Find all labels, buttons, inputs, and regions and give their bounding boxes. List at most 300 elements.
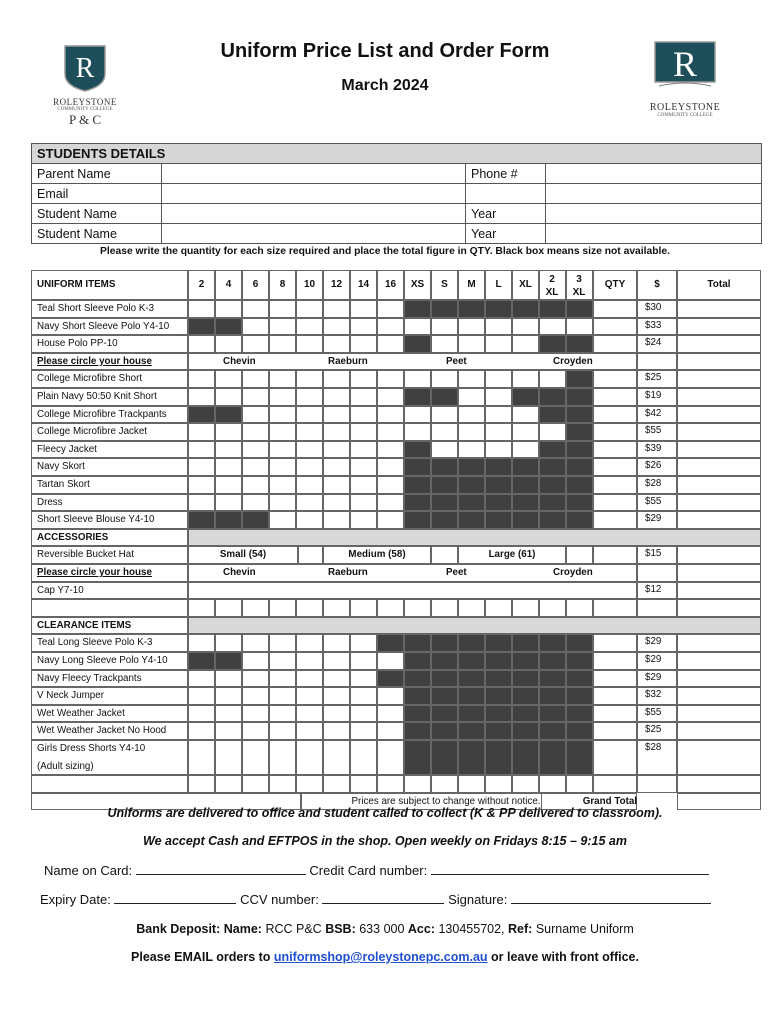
size-qty-cell[interactable] (323, 494, 350, 512)
qty-cell[interactable] (593, 300, 637, 318)
size-qty-cell[interactable] (485, 318, 512, 336)
size-qty-cell[interactable] (215, 388, 242, 406)
total-cell[interactable] (677, 388, 761, 406)
size-qty-cell[interactable] (323, 388, 350, 406)
unavailable-size-cell (512, 670, 539, 688)
size-qty-cell[interactable] (377, 476, 404, 494)
size-qty-cell[interactable] (296, 423, 323, 441)
size-qty-cell[interactable] (296, 335, 323, 353)
size-qty-cell[interactable] (458, 370, 485, 388)
item-name: Teal Short Sleeve Polo K-3 (37, 303, 155, 314)
size-qty-cell[interactable] (269, 458, 296, 476)
email-field-extra[interactable] (546, 184, 762, 204)
item-name: Navy Short Sleeve Polo Y4-10 (37, 320, 170, 332)
unavailable-size-cell (458, 476, 485, 494)
size-qty-cell[interactable] (188, 634, 215, 652)
size-qty-cell[interactable] (215, 370, 242, 388)
ref-label: Ref: (508, 922, 533, 936)
unavailable-size-cell (485, 511, 512, 529)
size-qty-cell[interactable] (377, 388, 404, 406)
item-price: $29 (645, 513, 662, 525)
item-name: College Microfibre Trackpants (37, 408, 167, 420)
size-qty-cell[interactable] (350, 670, 377, 688)
size-qty-cell[interactable] (323, 705, 350, 723)
size-header: XL (519, 279, 532, 290)
size-qty-cell[interactable] (269, 687, 296, 705)
size-qty-cell[interactable] (296, 687, 323, 705)
item-price: $39 (645, 442, 662, 454)
size-qty-cell[interactable] (215, 300, 242, 318)
size-qty-cell[interactable] (296, 634, 323, 652)
size-qty-cell[interactable] (512, 335, 539, 353)
size-qty-cell[interactable] (377, 705, 404, 723)
ccv-label: CCV number: (240, 892, 319, 907)
size-qty-cell[interactable] (269, 634, 296, 652)
size-qty-cell[interactable] (242, 441, 269, 459)
size-qty-cell[interactable] (215, 705, 242, 723)
unavailable-size-cell (539, 335, 566, 353)
unavailable-size-cell (566, 300, 593, 318)
email-pre: Please EMAIL orders to (131, 950, 271, 964)
size-qty-cell[interactable] (404, 423, 431, 441)
total-cell[interactable] (677, 423, 761, 441)
size-qty-cell[interactable] (242, 300, 269, 318)
total-cell[interactable] (677, 740, 761, 775)
size-qty-cell[interactable] (242, 687, 269, 705)
size-qty-cell[interactable] (296, 388, 323, 406)
total-cell[interactable] (677, 687, 761, 705)
size-qty-cell[interactable] (566, 318, 593, 336)
qty-cell[interactable] (593, 423, 637, 441)
total-cell[interactable] (677, 335, 761, 353)
size-qty-cell[interactable] (377, 652, 404, 670)
total-cell[interactable] (677, 582, 761, 600)
size-qty-cell[interactable] (323, 722, 350, 740)
size-qty-cell[interactable] (215, 458, 242, 476)
qty-cell[interactable] (593, 388, 637, 406)
size-qty-cell[interactable] (296, 458, 323, 476)
size-qty-cell[interactable] (188, 740, 215, 775)
size-qty-cell[interactable] (485, 406, 512, 424)
blank-cell (188, 599, 215, 617)
size-qty-cell[interactable] (431, 423, 458, 441)
unavailable-size-cell (512, 494, 539, 512)
size-qty-cell[interactable] (377, 511, 404, 529)
size-qty-cell[interactable] (242, 476, 269, 494)
item-price: $32 (645, 689, 662, 701)
total-cell[interactable] (677, 441, 761, 459)
size-qty-cell[interactable] (242, 634, 269, 652)
unavailable-size-cell (458, 687, 485, 705)
size-qty-cell[interactable] (377, 458, 404, 476)
size-qty-cell[interactable] (350, 705, 377, 723)
size-qty-cell[interactable] (404, 318, 431, 336)
size-qty-cell[interactable] (323, 634, 350, 652)
size-qty-cell[interactable] (215, 687, 242, 705)
size-qty-cell[interactable] (377, 370, 404, 388)
size-qty-cell[interactable] (188, 494, 215, 512)
size-qty-cell[interactable] (377, 494, 404, 512)
size-qty-cell[interactable] (215, 476, 242, 494)
size-qty-cell[interactable] (188, 300, 215, 318)
size-qty-cell[interactable] (269, 423, 296, 441)
total-cell[interactable] (677, 353, 761, 371)
size-qty-cell[interactable] (188, 335, 215, 353)
size-qty-cell[interactable] (377, 722, 404, 740)
size-qty-cell[interactable] (296, 740, 323, 775)
size-qty-cell[interactable] (485, 423, 512, 441)
size-qty-cell[interactable] (242, 722, 269, 740)
size-qty-cell[interactable] (323, 740, 350, 775)
size-qty-cell[interactable] (323, 335, 350, 353)
size-qty-cell[interactable] (350, 370, 377, 388)
size-qty-cell[interactable] (431, 318, 458, 336)
year-label: Year (466, 204, 546, 224)
size-qty-cell[interactable] (215, 722, 242, 740)
size-qty-cell[interactable] (377, 335, 404, 353)
unavailable-size-cell (512, 722, 539, 740)
size-qty-cell[interactable] (350, 652, 377, 670)
size-qty-cell[interactable] (188, 722, 215, 740)
size-qty-cell[interactable] (323, 652, 350, 670)
size-qty-cell[interactable] (269, 441, 296, 459)
unavailable-size-cell (458, 740, 485, 775)
unavailable-size-cell (404, 300, 431, 318)
size-qty-cell[interactable] (296, 476, 323, 494)
phone-field[interactable] (546, 164, 762, 184)
size-qty-cell[interactable] (242, 740, 269, 775)
student-name-field[interactable] (162, 224, 466, 244)
size-qty-cell[interactable] (242, 458, 269, 476)
size-qty-cell[interactable] (512, 406, 539, 424)
total-cell[interactable] (677, 458, 761, 476)
size-qty-cell[interactable] (404, 370, 431, 388)
size-qty-cell[interactable] (350, 406, 377, 424)
size-qty-cell[interactable] (377, 441, 404, 459)
blank-cell (431, 546, 458, 564)
house-option-peet: Peet (446, 355, 467, 367)
logo-name: ROLEYSTONE (53, 97, 117, 107)
unavailable-size-cell (485, 670, 512, 688)
size-qty-cell[interactable] (269, 388, 296, 406)
size-qty-cell[interactable] (296, 670, 323, 688)
size-qty-cell[interactable] (215, 634, 242, 652)
size-qty-cell[interactable] (323, 511, 350, 529)
section-heading-fill (188, 617, 761, 635)
size-qty-cell[interactable] (431, 335, 458, 353)
parent-name-field[interactable] (162, 164, 466, 184)
size-qty-cell[interactable] (377, 300, 404, 318)
size-qty-cell[interactable] (296, 494, 323, 512)
blank-cell (298, 546, 323, 564)
size-qty-cell[interactable] (350, 740, 377, 775)
size-qty-cell[interactable] (269, 740, 296, 775)
ccv-field[interactable] (322, 892, 444, 904)
house-option-croyden: Croyden (553, 567, 593, 578)
size-qty-cell[interactable] (215, 441, 242, 459)
qty-cell[interactable] (593, 546, 637, 564)
size-qty-cell[interactable] (188, 441, 215, 459)
unavailable-size-cell (539, 687, 566, 705)
size-qty-cell[interactable] (350, 441, 377, 459)
item-price: $55 (645, 425, 662, 437)
signature-field[interactable] (511, 892, 711, 904)
size-qty-cell[interactable] (512, 423, 539, 441)
size-qty-cell[interactable] (296, 652, 323, 670)
size-qty-cell[interactable] (485, 388, 512, 406)
size-qty-cell[interactable] (431, 370, 458, 388)
size-qty-cell[interactable] (458, 441, 485, 459)
unavailable-size-cell (512, 705, 539, 723)
total-cell[interactable] (677, 634, 761, 652)
size-qty-cell[interactable] (188, 687, 215, 705)
size-qty-cell[interactable] (512, 441, 539, 459)
qty-cell[interactable] (593, 511, 637, 529)
size-qty-cell[interactable] (242, 423, 269, 441)
size-qty-cell[interactable] (485, 335, 512, 353)
blank-cell (323, 599, 350, 617)
size-qty-cell[interactable] (485, 441, 512, 459)
logo-subtitle: COMMUNITY COLLEGE (57, 107, 113, 112)
total-cell[interactable] (677, 494, 761, 512)
size-qty-cell[interactable] (296, 370, 323, 388)
size-qty-cell[interactable] (350, 687, 377, 705)
size-qty-cell[interactable] (296, 511, 323, 529)
total-cell[interactable] (677, 318, 761, 336)
total-cell[interactable] (677, 406, 761, 424)
size-qty-cell[interactable] (323, 370, 350, 388)
size-qty-cell[interactable] (323, 318, 350, 336)
student-name-field[interactable] (162, 204, 466, 224)
email-field[interactable] (162, 184, 466, 204)
size-qty-cell[interactable] (242, 705, 269, 723)
size-qty-cell[interactable] (323, 670, 350, 688)
total-cell[interactable] (677, 705, 761, 723)
size-qty-cell[interactable] (215, 423, 242, 441)
unavailable-size-cell (512, 476, 539, 494)
total-cell[interactable] (677, 652, 761, 670)
qty-cell[interactable] (593, 494, 637, 512)
size-qty-cell[interactable] (350, 722, 377, 740)
size-qty-cell[interactable] (188, 705, 215, 723)
size-qty-cell[interactable] (458, 423, 485, 441)
size-qty-cell[interactable] (242, 406, 269, 424)
size-qty-cell[interactable] (188, 476, 215, 494)
size-qty-cell[interactable] (188, 388, 215, 406)
qty-cell[interactable] (593, 740, 637, 775)
size-qty-cell[interactable] (269, 300, 296, 318)
size-qty-cell[interactable] (269, 652, 296, 670)
size-qty-cell[interactable] (323, 423, 350, 441)
blank-cell (350, 599, 377, 617)
size-qty-cell[interactable] (242, 370, 269, 388)
size-qty-cell[interactable] (323, 406, 350, 424)
unavailable-size-cell (539, 406, 566, 424)
size-qty-cell[interactable] (323, 458, 350, 476)
size-qty-cell[interactable] (377, 406, 404, 424)
email-link[interactable]: uniformshop@roleystonepc.com.au (273, 950, 488, 964)
size-qty-cell[interactable] (350, 300, 377, 318)
size-qty-cell[interactable] (377, 423, 404, 441)
size-qty-cell[interactable] (458, 388, 485, 406)
size-qty-cell[interactable] (296, 406, 323, 424)
size-qty-cell[interactable] (350, 511, 377, 529)
size-qty-cell[interactable] (458, 406, 485, 424)
size-qty-cell[interactable] (188, 458, 215, 476)
qty-cell[interactable] (593, 458, 637, 476)
size-qty-cell[interactable] (458, 318, 485, 336)
qty-cell[interactable] (593, 634, 637, 652)
size-qty-cell[interactable] (269, 370, 296, 388)
qty-cell[interactable] (593, 476, 637, 494)
blank-cell (485, 775, 512, 793)
size-qty-cell[interactable] (512, 318, 539, 336)
size-qty-cell[interactable] (215, 335, 242, 353)
size-qty-cell[interactable] (269, 722, 296, 740)
size-qty-cell[interactable] (242, 652, 269, 670)
size-qty-cell[interactable] (215, 670, 242, 688)
name-on-card-field[interactable] (136, 863, 306, 875)
blank-cell (593, 599, 637, 617)
size-qty-cell[interactable] (296, 300, 323, 318)
size-qty-cell[interactable] (269, 406, 296, 424)
delivery-note: Uniforms are delivered to office and student called to collect (K & PP delivered to classroom). (107, 806, 663, 820)
qty-cell[interactable] (593, 670, 637, 688)
size-qty-cell[interactable] (215, 494, 242, 512)
size-qty-cell[interactable] (323, 476, 350, 494)
expiry-field[interactable] (114, 892, 236, 904)
size-qty-cell[interactable] (350, 335, 377, 353)
qty-cell[interactable] (593, 406, 637, 424)
item-price: $29 (645, 636, 662, 648)
size-qty-cell[interactable] (323, 441, 350, 459)
size-qty-cell[interactable] (377, 318, 404, 336)
total-cell[interactable] (677, 370, 761, 388)
size-qty-cell[interactable] (539, 318, 566, 336)
size-qty-cell[interactable] (269, 318, 296, 336)
size-qty-cell[interactable] (350, 634, 377, 652)
blank-cell (458, 775, 485, 793)
unavailable-size-cell (485, 740, 512, 775)
blank-cell (377, 599, 404, 617)
total-cell[interactable] (677, 670, 761, 688)
size-qty-cell[interactable] (188, 370, 215, 388)
qty-cell[interactable] (593, 652, 637, 670)
unavailable-size-cell (539, 705, 566, 723)
credit-card-field[interactable] (431, 863, 709, 875)
size-qty-cell[interactable] (539, 370, 566, 388)
cap-qty-cell[interactable] (188, 582, 637, 600)
size-qty-cell[interactable] (377, 740, 404, 775)
total-cell[interactable] (677, 722, 761, 740)
size-qty-cell[interactable] (242, 388, 269, 406)
size-qty-cell[interactable] (377, 687, 404, 705)
size-qty-cell[interactable] (242, 335, 269, 353)
size-qty-cell[interactable] (296, 705, 323, 723)
size-qty-cell[interactable] (242, 318, 269, 336)
blank-cell (377, 775, 404, 793)
total-cell[interactable] (677, 546, 761, 564)
size-qty-cell[interactable] (242, 494, 269, 512)
size-qty-cell[interactable] (269, 511, 296, 529)
size-qty-cell[interactable] (350, 423, 377, 441)
size-qty-cell[interactable] (350, 458, 377, 476)
size-qty-cell[interactable] (242, 670, 269, 688)
size-qty-cell[interactable] (296, 722, 323, 740)
qty-cell[interactable] (593, 370, 637, 388)
total-cell[interactable] (677, 300, 761, 318)
expiry-label: Expiry Date: (40, 892, 111, 907)
size-qty-cell[interactable] (188, 423, 215, 441)
total-cell[interactable] (677, 511, 761, 529)
qty-cell[interactable] (593, 318, 637, 336)
size-header: M (467, 279, 476, 290)
house-label: Please circle your house (37, 355, 152, 367)
size-qty-cell[interactable] (323, 687, 350, 705)
size-qty-cell[interactable] (350, 388, 377, 406)
hat-medium-label: Medium (58) (348, 549, 406, 561)
logo-name: ROLEYSTONE (649, 102, 721, 113)
size-qty-cell[interactable] (269, 335, 296, 353)
uniform-items-heading: UNIFORM ITEMS (37, 279, 116, 290)
size-qty-cell[interactable] (269, 476, 296, 494)
item-name: College Microfibre Jacket (37, 426, 147, 438)
item-name: Reversible Bucket Hat (37, 549, 134, 561)
blank-cell (566, 599, 593, 617)
bsb-value: 633 000 (359, 922, 405, 936)
unavailable-size-cell (539, 441, 566, 459)
size-qty-cell[interactable] (215, 740, 242, 775)
qty-cell[interactable] (593, 722, 637, 740)
size-qty-cell[interactable] (296, 318, 323, 336)
unavailable-size-cell (485, 634, 512, 652)
size-qty-cell[interactable] (431, 441, 458, 459)
size-qty-cell[interactable] (404, 406, 431, 424)
size-qty-cell[interactable] (350, 318, 377, 336)
size-qty-cell[interactable] (350, 494, 377, 512)
size-qty-cell[interactable] (485, 370, 512, 388)
item-name: Wet Weather Jacket No Hood (37, 725, 167, 737)
unavailable-size-cell (566, 388, 593, 406)
total-cell[interactable] (677, 476, 761, 494)
unavailable-size-cell (458, 511, 485, 529)
size-qty-cell[interactable] (512, 370, 539, 388)
year-field[interactable] (546, 204, 762, 224)
size-qty-cell[interactable] (269, 670, 296, 688)
qty-cell[interactable] (593, 705, 637, 723)
size-qty-cell[interactable] (269, 494, 296, 512)
size-qty-cell[interactable] (458, 335, 485, 353)
size-qty-cell[interactable] (539, 423, 566, 441)
size-qty-cell[interactable] (431, 406, 458, 424)
item-name: Navy Long Sleeve Polo Y4-10 (37, 655, 168, 666)
qty-cell[interactable] (593, 441, 637, 459)
year-field[interactable] (546, 224, 762, 244)
qty-cell[interactable] (593, 687, 637, 705)
size-qty-cell[interactable] (323, 300, 350, 318)
size-qty-cell[interactable] (269, 705, 296, 723)
blank-cell (404, 599, 431, 617)
size-qty-cell[interactable] (296, 441, 323, 459)
qty-cell[interactable] (593, 335, 637, 353)
size-qty-cell[interactable] (188, 670, 215, 688)
unavailable-size-cell (404, 511, 431, 529)
blank-cell (242, 599, 269, 617)
unavailable-size-cell (485, 722, 512, 740)
size-qty-cell[interactable] (350, 476, 377, 494)
total-cell[interactable] (677, 564, 761, 582)
blank-cell (431, 599, 458, 617)
